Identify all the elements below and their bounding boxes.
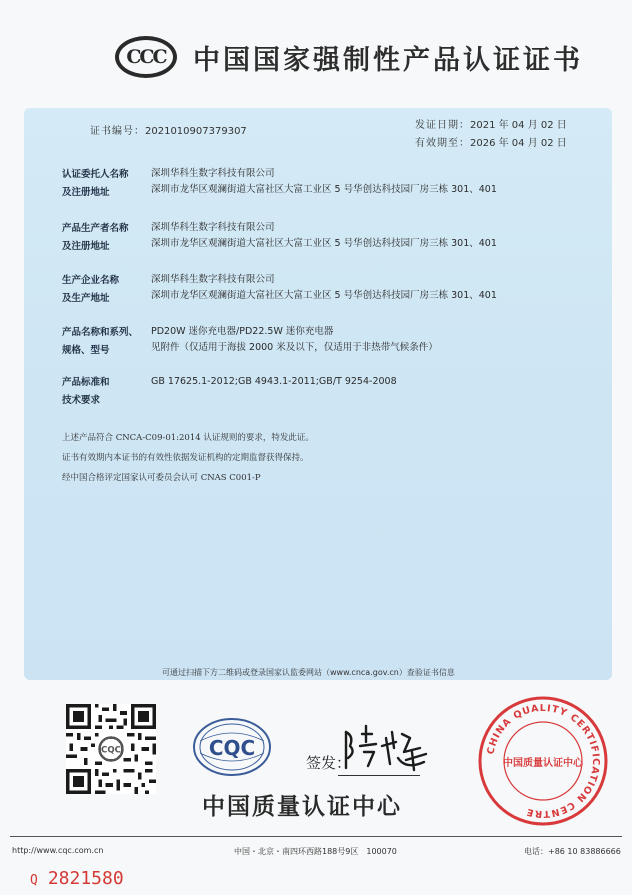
field-label-line: 规格、型号: [62, 345, 110, 356]
signature-line: [338, 775, 420, 776]
field-value-line: 深圳市龙华区观澜街道大富社区大富工业区 5 号华创达科技园厂房三栋 301、401: [151, 184, 497, 195]
certificate-number-label: 证书编号：: [90, 126, 145, 137]
field-value: [151, 166, 497, 198]
statement-line: 证书有效期内本证书的有效性依据发证机构的定期监督获得保持。: [62, 453, 309, 463]
certificate-title: 中国国家强制性产品认证证书: [193, 45, 583, 76]
issue-date: 2021 年 04 月 02 日: [470, 120, 567, 131]
field-value: [151, 324, 438, 356]
field-value-line: 深圳华科生数字科技有限公司: [151, 222, 275, 233]
footer-website[interactable]: http://www.cqc.com.cn: [12, 846, 104, 855]
issuer-name: 中国质量认证中心: [202, 794, 402, 820]
field-label: [62, 272, 150, 308]
certificate-number-value: 2021010907379307: [145, 126, 247, 137]
statement-line: 上述产品符合 CNCA-C09-01:2014 认证规则的要求，特发此证。: [62, 433, 314, 443]
field-label-line: 及注册地址: [62, 187, 110, 198]
signature-label: 签发：: [306, 754, 352, 772]
field-label-line: 及生产地址: [62, 293, 110, 304]
field-label: [62, 324, 150, 360]
field-value-line: 深圳市龙华区观澜街道大富社区大富工业区 5 号华创达科技园厂房三栋 301、401: [151, 238, 497, 249]
field-label-line: 认证委托人名称: [62, 169, 129, 180]
official-seal: [476, 694, 610, 828]
certificate-number: [90, 122, 247, 137]
statement-line: 经中国合格评定国家认可委员会认可 CNAS C001-P: [62, 473, 261, 483]
seal-ring-text: CHINA QUALITY CERTIFICATION CENTRE: [485, 702, 602, 820]
expiry-date: 2026 年 04 月 02 日: [470, 138, 567, 149]
cqc-logo: [190, 715, 274, 779]
field-label-line: 产品名称和系列、: [62, 327, 139, 338]
footer-address: 中国・北京・南四环西路188号9区 100070: [234, 847, 397, 856]
field-label: [62, 374, 150, 410]
field-value-line: GB 17625.1-2012;GB 4943.1-2011;GB/T 9254-2008: [151, 376, 397, 387]
seal-center-text: 中国质量认证中心: [503, 758, 583, 769]
field-label-line: 产品生产者名称: [62, 223, 129, 234]
field-value-line: 见附件（仅适用于海拔 2000 米及以下，仅适用于非热带气候条件）: [151, 342, 438, 353]
issue-date-label: 发证日期：: [415, 120, 470, 131]
footer-divider: [10, 836, 622, 837]
field-value: [151, 374, 397, 390]
field-label-line: 产品标准和: [62, 377, 110, 388]
serial-prefix: Q: [30, 873, 38, 888]
serial-number: [30, 868, 124, 889]
handwritten-signature: [340, 718, 432, 776]
footer-phone: 电话：+86 10 83886666: [524, 847, 621, 856]
ccc-logo: CCC: [115, 36, 177, 78]
verification-note: 可通过扫描下方二维码或登录国家认监委网站（www.cnca.gov.cn）查验证书信息: [162, 668, 455, 677]
qr-code[interactable]: [66, 704, 156, 794]
expiry-date-label: 有效期至：: [415, 138, 470, 149]
field-label: [62, 220, 150, 256]
field-label: [62, 166, 150, 202]
serial-value: 2821580: [47, 868, 124, 889]
qr-cqc-mark: CQC: [101, 745, 121, 756]
field-value-line: 深圳市龙华区观澜街道大富社区大富工业区 5 号华创达科技园厂房三栋 301、401: [151, 290, 497, 301]
cqc-logo-text: CQC: [208, 736, 256, 760]
field-value-line: 深圳华科生数字科技有限公司: [151, 168, 275, 179]
field-label-line: 及注册地址: [62, 241, 110, 252]
certificate-dates: [415, 117, 567, 153]
field-value: [151, 220, 497, 252]
field-label-line: 技术要求: [62, 395, 101, 406]
field-value: [151, 272, 497, 304]
field-value-line: 深圳华科生数字科技有限公司: [151, 274, 275, 285]
field-value-line: PD20W 迷你充电器/PD22.5W 迷你充电器: [151, 326, 334, 337]
certification-statements: [62, 428, 314, 488]
field-label-line: 生产企业名称: [62, 275, 120, 286]
